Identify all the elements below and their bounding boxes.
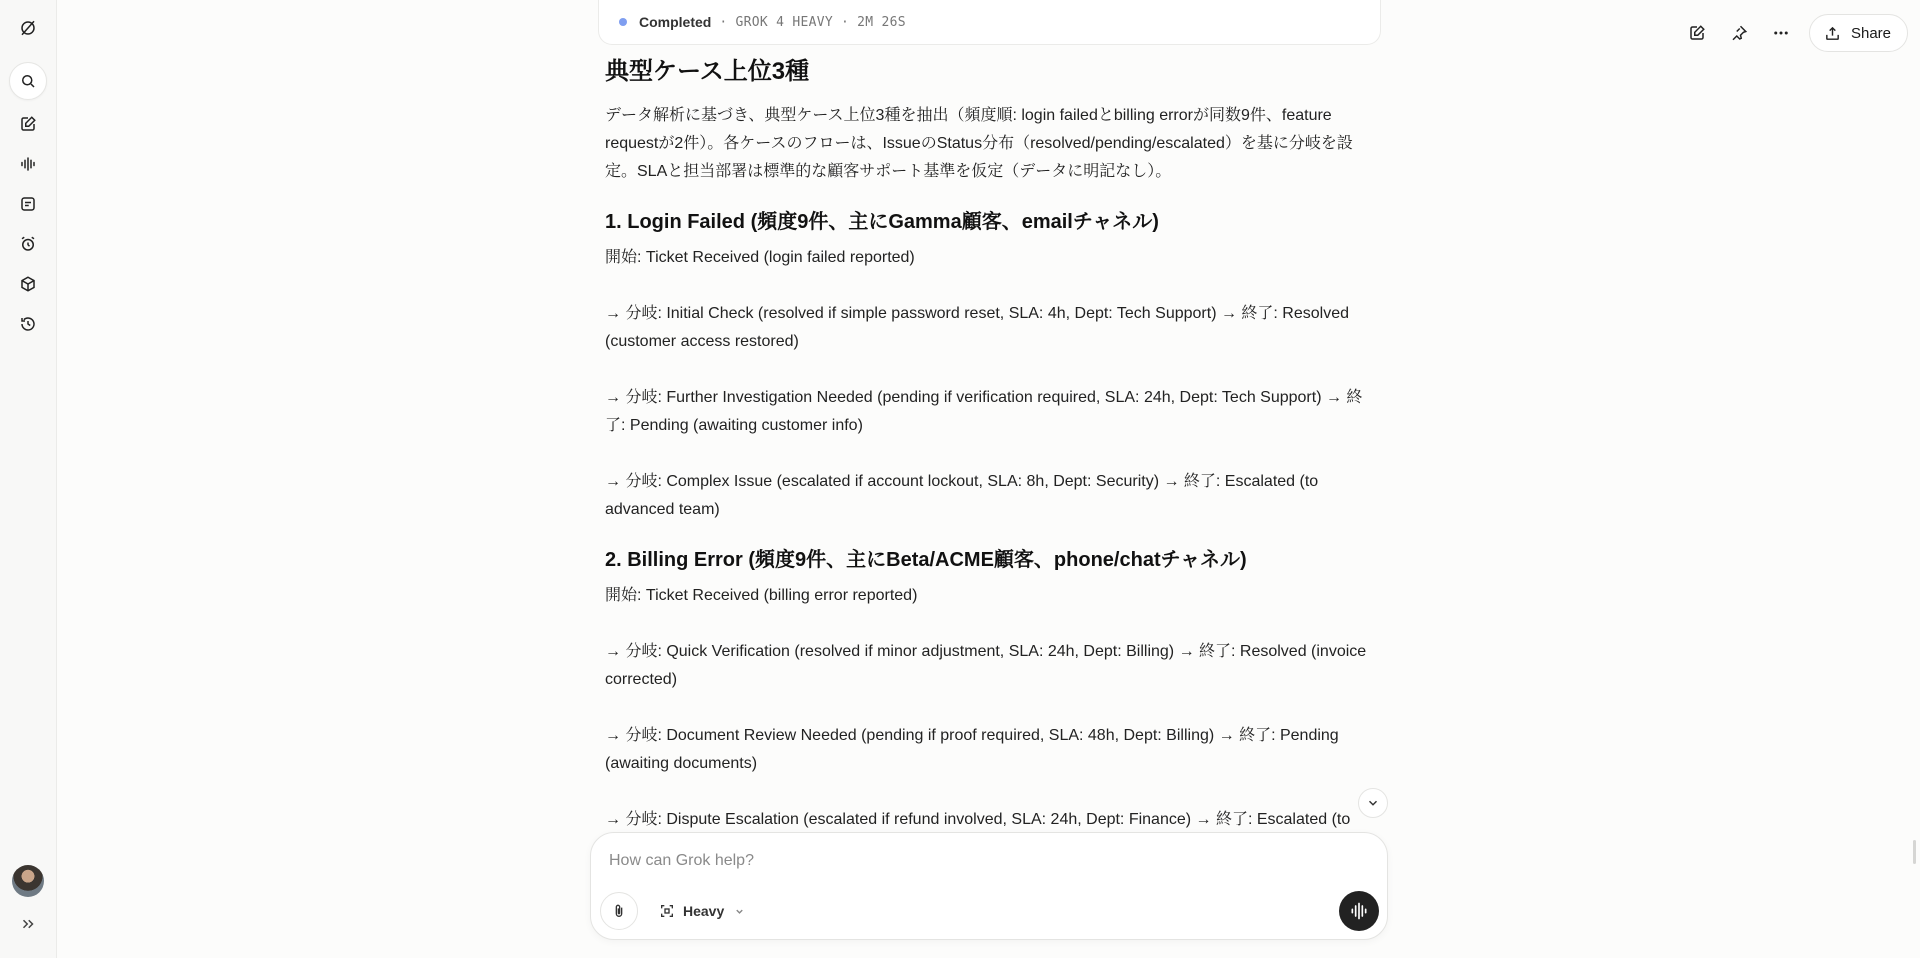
flow-branch: → 分岐: Further Investigation Needed (pending if verification required, SLA: 24h, Dept: Tech Support) → 終了: Pending (awaiting customer info) [605,389,1363,434]
status-separator: · [841,14,850,30]
content-intro: データ解析に基づき、典型ケース上位3種を抽出（頻度順: login failedとbilling errorが同数9件、feature requestが2件）。各ケースのフローは、IssueのStatus分布（resolved/pending/escalated）を基に分岐を設定。SLAと担当部署は標準的な顧客サポート基準を仮定（データに明記なし）。 [605,107,1353,180]
search-icon[interactable] [9,62,47,100]
composer [590,832,1388,940]
voice-mode-button[interactable] [1339,891,1379,931]
grok-logo-icon[interactable] [10,10,46,46]
pin-icon[interactable] [1721,15,1757,51]
cube-icon[interactable] [10,266,46,302]
chevron-down-icon [734,906,745,917]
chevron-down-icon [1366,796,1380,810]
content-title: 典型ケース上位3種 [605,58,810,85]
share-label: Share [1850,24,1891,42]
paperclip-icon [611,903,627,919]
share-icon [1824,25,1841,42]
new-chat-icon[interactable] [1679,15,1715,51]
status-model: GROK 4 HEAVY [735,14,834,30]
flow-branch: → 分岐: Complex Issue (escalated if account lockout, SLA: 8h, Dept: Security) → 終了: Escalated (to advanced team) [605,473,1319,518]
status-label: Completed [639,14,712,30]
scroll-down-button[interactable] [1358,788,1388,818]
flow-start: 開始: Ticket Received (billing error reported) [605,587,918,604]
flow-branch: → 分岐: Document Review Needed (pending if proof required, SLA: 48h, Dept: Billing) → 終了: Pending (awaiting documents) [605,727,1339,772]
model-label: Heavy [683,903,725,919]
notes-icon[interactable] [10,186,46,222]
message-content [605,56,1375,832]
alarm-icon[interactable] [10,226,46,262]
flow-branch: → 分岐: Quick Verification (resolved if minor adjustment, SLA: 24h, Dept: Billing) → 終了: Resolved (invoice corrected) [605,643,1367,688]
voice-waveform-icon[interactable] [10,146,46,182]
top-actions [1679,14,1908,52]
model-icon [659,903,675,919]
status-bar[interactable] [598,0,1381,45]
avatar[interactable] [12,865,44,897]
section-heading: 1. Login Failed (頻度9件、主にGamma顧客、emailチャネル) [605,211,1159,233]
edit-icon[interactable] [10,106,46,142]
attach-button[interactable] [600,892,638,930]
share-button[interactable] [1809,14,1908,52]
section-heading: 2. Billing Error (頻度9件、主にBeta/ACME顧客、phone/chatチャネル) [605,549,1247,571]
expand-sidebar-icon[interactable] [10,906,46,942]
history-icon[interactable] [10,306,46,342]
prompt-input[interactable] [609,849,1349,873]
sidebar [0,0,57,958]
flow-branch: → 分岐: Initial Check (resolved if simple password reset, SLA: 4h, Dept: Tech Support) → 終了: Resolved (customer access restored) [605,305,1350,350]
model-selector[interactable] [659,899,745,923]
scrollbar[interactable] [1913,840,1916,864]
flow-branch: → 分岐: Dispute Escalation (escalated if refund involved, SLA: 24h, Dept: Finance) → 終了: Escalated (to [605,811,1351,828]
status-duration: 2M 26S [857,14,906,30]
voice-waveform-icon [1349,901,1369,921]
status-separator: · [719,14,728,30]
more-options-icon[interactable] [1763,15,1799,51]
status-dot [619,18,627,26]
flow-start: 開始: Ticket Received (login failed reported) [605,249,915,266]
